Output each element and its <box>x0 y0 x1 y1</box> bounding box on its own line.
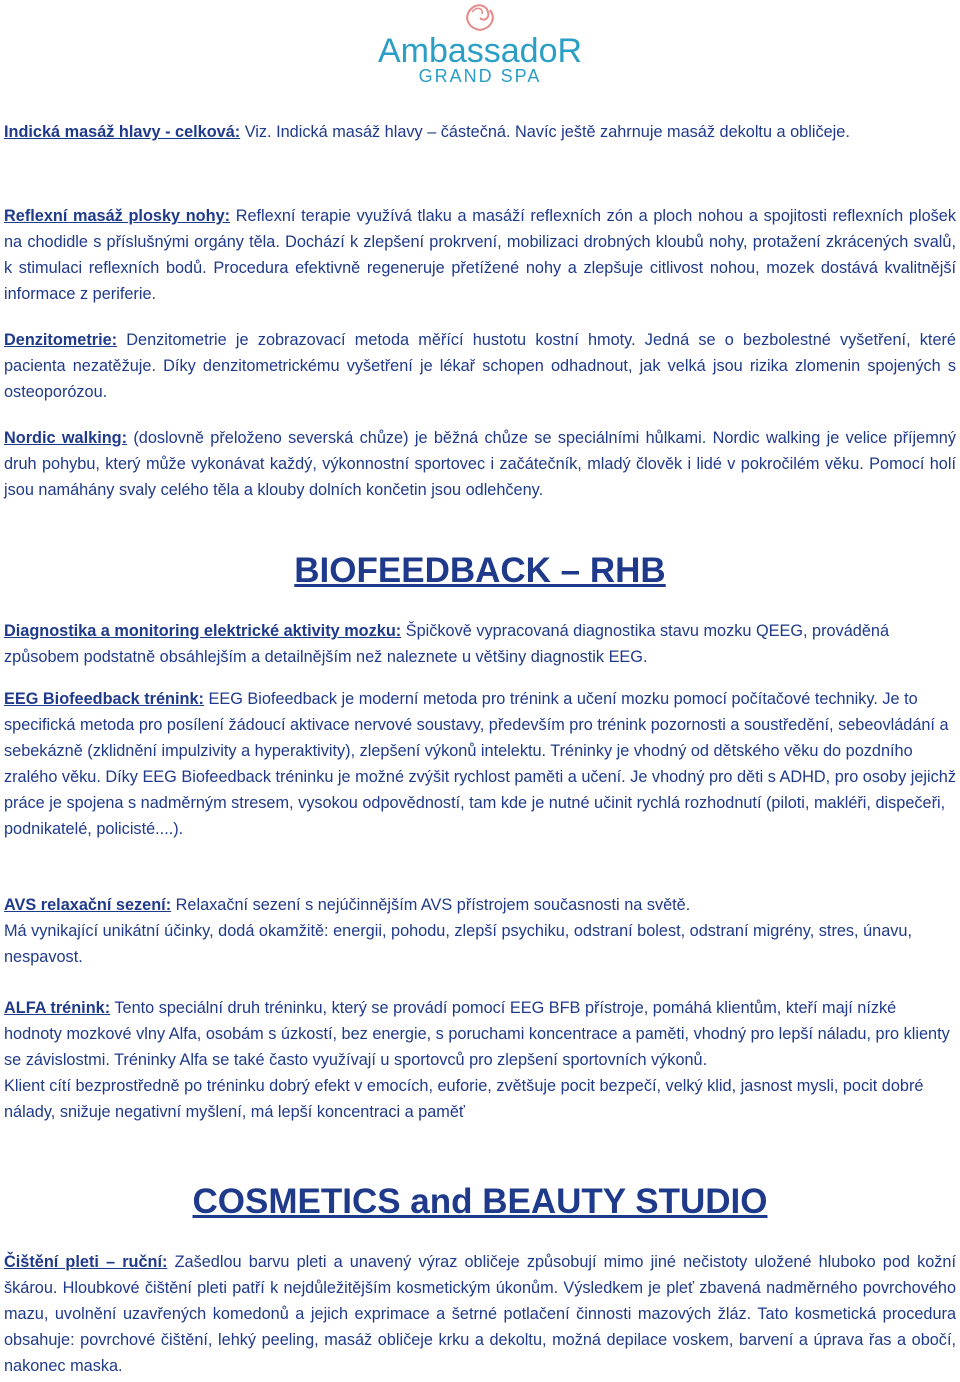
heading-biofeedback: BIOFEEDBACK – RHB <box>294 551 666 590</box>
paragraph-alfa-training <box>4 995 956 1125</box>
term-label: Reflexní masáž plosky nohy: <box>4 207 231 225</box>
paragraph-eeg-biofeedback <box>4 686 956 842</box>
paragraph-text: (doslovně přeloženo severská chůze) je běžná chůze se speciálními hůlkami. Nordic walking je velice příjemný druh pohybu, který může vykonávat každý, výkonnostní sportovec i začátečník, mladý člověk i lidé v pokročilém věku. Pomocí holí jsou namáhány svaly celého těla a klouby dolních končetin jsou odlehčeny. <box>4 429 956 499</box>
term-label: EEG Biofeedback trénink: <box>4 690 204 708</box>
paragraph-densitometry <box>4 327 956 405</box>
term-label: Indická masáž hlavy - celková: <box>4 123 241 141</box>
paragraph-avs-relaxation <box>4 892 956 970</box>
paragraph-text: EEG Biofeedback je moderní metoda pro trénink a učení mozku pomocí počítačové techniky. Je to specifická metoda pro posílení žádoucí aktivace nervové soustavy, především pro trénink pozornosti a soustředění, sebeovládání a sebekázně (zklidnění impulzivity a hyperaktivity), zlepšení výkonů intelektu. Tréninky je vhodný od dětského věku do pozdního zralého věku. Díky EEG Biofeedback tréninku je možné zvýšit rychlost paměti a učení. Je vhodný pro děti s ADHD, pro osoby jejichž práce je spojena s nadměrným stresem, vysokou odpovědností, tam kde je nutné učinit rychlá rozhodnutí (piloti, makléři, dispečeři, podnikatelé, policisté....). <box>4 690 956 838</box>
logo-brand-text: AmbassadoR <box>377 32 583 70</box>
paragraph-text: Reflexní terapie využívá tlaku a masáží reflexních zón a ploch nohou a spojitosti reflexních plošek na chodidle s příslušnými orgány těla. Dochází k zlepšení prokrvení, mobilizaci drobných kloubů nohy, protažení zkrácených svalů, k stimulaci reflexních bodů. Procedura efektivně regeneruje přetížené nohy a zlepšuje citlivost nohou, mozek dostává kvalitnější informace z periferie. <box>4 207 956 303</box>
term-label: AVS relaxační sezení: <box>4 896 172 914</box>
paragraph-text-continued: Klient cítí bezprostředně po tréninku dobrý efekt v emocích, euforie, zvětšuje pocit bezpečí, velký klid, jasnost mysli, pocit dobré nálady, snižuje negativní myšlení, má lepší koncentraci a paměť <box>4 1077 924 1121</box>
paragraph-text: Viz. Indická masáž hlavy – částečná. Navíc ještě zahrnuje masáž dekoltu a obličeje. <box>240 123 850 141</box>
ambassador-logo <box>360 0 600 92</box>
term-label: Denzitometrie: <box>4 331 118 349</box>
swirl-emblem-icon <box>450 0 510 34</box>
paragraph-reflex-massage <box>4 203 956 307</box>
term-label: ALFA trénink: <box>4 999 111 1017</box>
paragraph-text: Denzitometrie je zobrazovací metoda měřící hustotu kostní hmoty. Jedná se o bezbolestné vyšetření, které pacienta nezatěžuje. Díky denzitometrickému vyšetření je lékař schopen odhadnout, jak velká jsou rizika zlomenin spojených s osteoporózou. <box>4 331 956 401</box>
paragraph-text-continued: Má vynikající unikátní účinky, dodá okamžitě: energii, pohodu, zlepší psychiku, odstraní bolest, odstraní migrény, stres, únavu, nespavost. <box>4 922 912 966</box>
paragraph-indian-head-massage <box>4 119 956 145</box>
paragraph-text: Tento speciální druh tréninku, který se provádí pomocí EEG BFB přístroje, pomáhá klientům, kteří mají nízké hodnoty mozkové vlny Alfa, osobám s úzkostí, bez energie, s poruchami koncentrace a paměti, vhodný pro lepší náladu, pro klienty se závislostmi. Tréninky Alfa se také často využívají u sportovců pro zlepšení sportovních výkonů. <box>4 999 950 1069</box>
paragraph-skin-cleansing <box>4 1249 956 1379</box>
paragraph-text: Špičkově vypracovaná diagnostika stavu mozku QEEG, prováděná způsobem podstatně obsáhlejším a detailnějším než naleznete u většiny diagnostik EEG. <box>4 622 889 666</box>
paragraph-eeg-diagnostics <box>4 618 956 670</box>
paragraph-text: Relaxační sezení s nejúčinnějším AVS přístrojem současnosti na světě. <box>171 896 691 914</box>
heading-cosmetics: COSMETICS and BEAUTY STUDIO <box>192 1182 768 1221</box>
logo-subtitle: GRAND SPA <box>418 66 542 86</box>
paragraph-text: Zašedlou barvu pleti a unavený výraz obličeje způsobují mimo jiné nečistoty uložené hluboko pod kožní škárou. Hloubkové čištění pleti patří k nejdůležitějším kosmetickým úkonům. Výsledkem je pleť zbavená nadměrného povrchového mazu, uvolnění uzavřených komedonů a jejich exprimace a šetrné potlačení činnosti mazových žláz. Tato kosmetická procedura obsahuje: povrchové čištění, lehký peeling, masáž obličeje krku a dekoltu, možná depilace voskem, barvení a úprava řas a obočí, nakonec maska. <box>4 1253 957 1375</box>
term-label: Diagnostika a monitoring elektrické aktivity mozku: <box>4 622 402 640</box>
paragraph-nordic-walking <box>4 425 956 503</box>
term-label: Čištění pleti – ruční: <box>4 1253 168 1271</box>
term-label: Nordic walking: <box>4 429 128 447</box>
